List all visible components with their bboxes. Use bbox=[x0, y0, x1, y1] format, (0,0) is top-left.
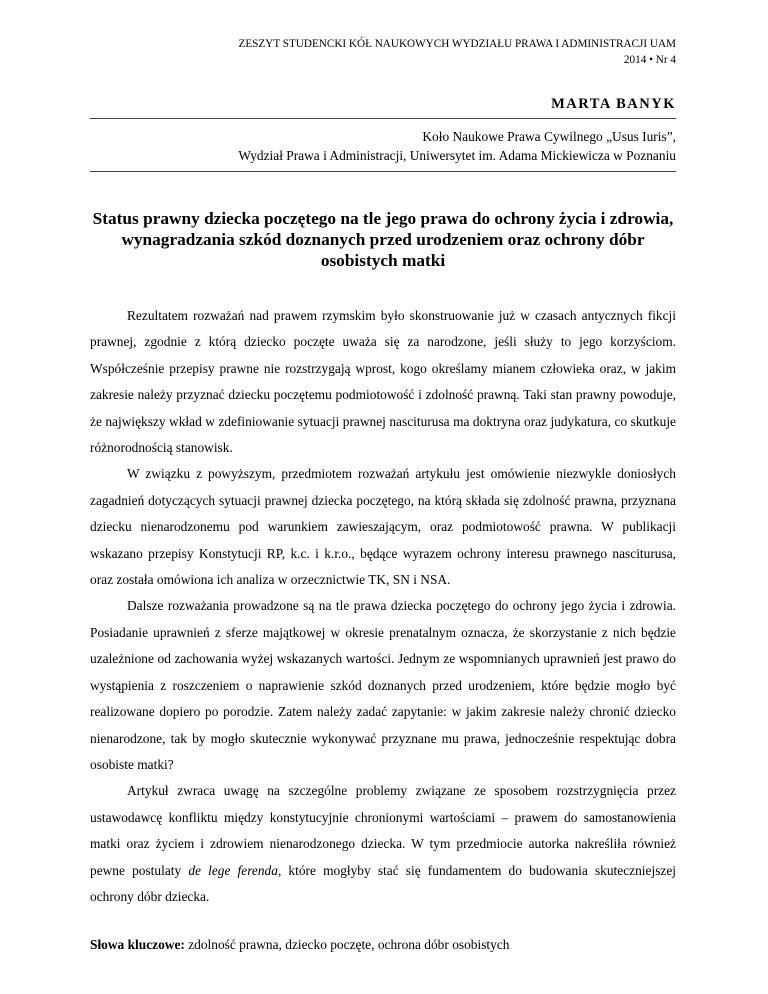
affiliation-line-2: Wydział Prawa i Administracji, Uniwersytet im. Adama Mickiewicza w Poznaniu bbox=[238, 148, 676, 163]
abstract-paragraph-2: W związku z powyższym, przedmiotem rozważań artykułu jest omówienie niezwykle doniosłych zagadnień dotyczących sytuacji prawnej dziecka poczętego, na którą składa się zdolność prawna, przyznana dziecku nienarodzonemu pod warunkiem zawieszającym, oraz podmiotowość prawna. W publikacji wskazano przepisy Konstytucji RP, k.c. i k.r.o., będące wyrazem ochrony interesu prawnego nasciturusa, oraz została omówiona ich analiza w orzecznictwie TK, SN i NSA. bbox=[90, 466, 676, 588]
bottom-divider bbox=[90, 171, 676, 172]
top-divider bbox=[90, 118, 676, 119]
paragraph-4-text-start: Artykuł zwraca uwagę na szczególne problemy związane ze sposobem rozstrzygnięcia przez ustawodawcę konfliktu między konstytucyjnie chronionymi wartościami – prawem do samostanowienia matki oraz życiem i zdrowiem nienarodzonego dziecka. W tym przedmiocie autorka nakreśliła również pewne postulaty bbox=[90, 783, 676, 878]
author-affiliation bbox=[90, 127, 676, 165]
keywords-list: zdolność prawna, dziecko poczęte, ochrona dóbr osobistych bbox=[184, 937, 510, 953]
paper-page bbox=[90, 36, 676, 954]
keywords-label: Słowa kluczowe: bbox=[90, 937, 185, 953]
running-header bbox=[90, 36, 676, 68]
abstract-paragraph-4 bbox=[90, 778, 676, 910]
keywords bbox=[90, 935, 676, 954]
abstract bbox=[90, 303, 676, 910]
article-title: Status prawny dziecka poczętego na tle jego prawa do ochrony życia i zdrowia, wynagradzania szkód doznanych przed urodzeniem oraz ochrony dóbr osobistych matki bbox=[92, 209, 674, 270]
author-name: MARTA BANYK bbox=[551, 96, 676, 112]
latin-phrase: de lege ferenda bbox=[188, 862, 278, 878]
abstract-paragraph-1: Rezultatem rozważań nad prawem rzymskim było skonstruowanie już w czasach antycznych fikcji prawnej, zgodnie z którą dziecko poczęte uważa się za narodzone, jeśli służy to jego korzyściom. Współcześnie przepisy prawne nie rozstrzygają wprost, kogo określamy mianem człowieka oraz, w jakim zakresie należy przyznać dziecku poczętemu podmiotowość i zdolność prawną. Taki stan prawny powoduje, że największy wkład w zdefiniowanie sytuacji prawnej nasciturusa ma doktryna oraz judykatura, co skutkuje różnorodnością stanowisk. bbox=[90, 308, 676, 456]
paragraph-4-text-end: , które mogłyby stać się fundamentem do budowania skuteczniejszej ochrony dóbr dziecka. bbox=[90, 862, 677, 904]
abstract-paragraph-3: Dalsze rozważania prowadzone są na tle prawa dziecka poczętego do ochrony jego życia i zdrowia. Posiadanie uprawnień z sferze majątkowej w okresie prenatalnym oznacza, że skorzystanie z nich będzie uzależnione od zachowania wyżej wskazanych wartości. Jednym ze wspomnianych uprawnień jest prawo do wystąpienia z roszczeniem o naprawienie szkód doznanych przed urodzeniem, które będzie mogło być realizowane dopiero po porodzie. Zatem należy zadać zapytanie: w jakim zakresie należy chronić dziecko nienarodzone, tak by mogło skutecznie wykonywać przyznane mu prawa, jednocześnie respektując dobra osobiste matki? bbox=[90, 598, 676, 772]
journal-name: ZESZYT STUDENCKI KÓŁ NAUKOWYCH WYDZIAŁU PRAWA I ADMINISTRACJI UAM bbox=[238, 38, 676, 50]
issue-number: 2014 • Nr 4 bbox=[623, 54, 676, 66]
affiliation-line-1: Koło Naukowe Prawa Cywilnego „Usus Iuris”, bbox=[422, 129, 676, 144]
